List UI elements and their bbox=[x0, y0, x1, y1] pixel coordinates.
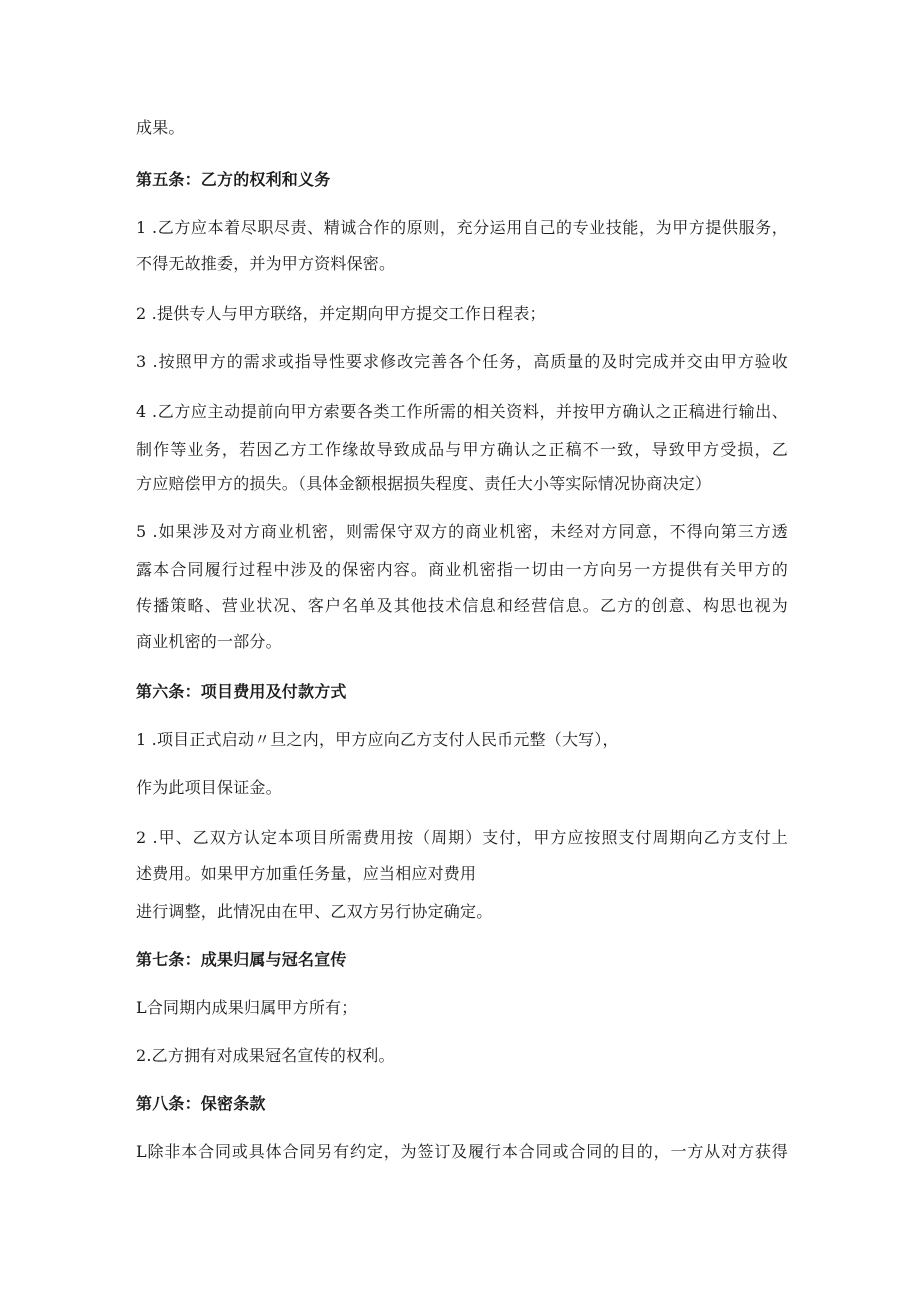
heading-article-8: 第八条：保密条款 bbox=[136, 1094, 266, 1113]
paragraph-5-5-line-1: 5 .如果涉及对方商业机密，则需保守双方的商业机密，未经对方同意，不得向第三方透 bbox=[136, 522, 788, 541]
paragraph-5-1-line-2: 不得无故推委，并为甲方资料保密。 bbox=[136, 254, 396, 273]
paragraph-5-1-line-1: 1 .乙方应本着尽职尽责、精诚合作的原则，充分运用自己的专业技能，为甲方提供服务， bbox=[136, 218, 788, 237]
paragraph-5-5-line-2: 露本合同履行过程中涉及的保密内容。商业机密指一切由一方向另一方提供有关甲方的 bbox=[136, 560, 788, 579]
paragraph-6-2-line-2: 述费用。如果甲方加重任务量，应当相应对费用 bbox=[136, 864, 477, 883]
paragraph-5-4-line-2: 制作等业务，若因乙方工作缘故导致成品与甲方确认之正稿不一致，导致甲方受损，乙 bbox=[136, 440, 788, 459]
paragraph-5-3: 3 .按照甲方的需求或指导性要求修改完善各个任务，高质量的及时完成并交由甲方验收 bbox=[136, 352, 788, 371]
text-line-continuation: 成果。 bbox=[136, 118, 185, 137]
paragraph-7-1: L合同期内成果归属甲方所有； bbox=[136, 998, 358, 1017]
paragraph-5-4-line-1: 4 .乙方应主动提前向甲方索要各类工作所需的相关资料，并按甲方确认之正稿进行输出、 bbox=[136, 402, 788, 421]
paragraph-6-1-line-1: 1 .项目正式启动〃旦之内，甲方应向乙方支付人民币元整（大写）， bbox=[136, 730, 619, 749]
heading-article-6: 第六条：项目费用及付款方式 bbox=[136, 682, 347, 701]
paragraph-5-5-line-4: 商业机密的一部分。 bbox=[136, 632, 282, 651]
heading-article-7: 第七条：成果归属与冠名宣传 bbox=[136, 950, 347, 969]
paragraph-5-5-line-3: 传播策略、营业状况、客户名单及其他技术信息和经营信息。乙方的创意、构思也视为 bbox=[136, 596, 788, 615]
paragraph-5-4-line-3: 方应赔偿甲方的损失。（具体金额根据损失程度、责任大小等实际情况协商决定） bbox=[136, 474, 712, 493]
paragraph-6-1-line-2: 作为此项目保证金。 bbox=[136, 778, 282, 797]
heading-article-5: 第五条：乙方的权利和义务 bbox=[136, 170, 331, 189]
paragraph-8-1-line-1: L除非本合同或具体合同另有约定，为签订及履行本合同或合同的目的，一方从对方获得 bbox=[136, 1142, 788, 1161]
paragraph-6-2-line-3: 进行调整，此情况由在甲、乙双方另行协定确定。 bbox=[136, 902, 493, 921]
paragraph-7-2: 2.乙方拥有对成果冠名宣传的权利。 bbox=[136, 1046, 395, 1065]
paragraph-6-2-line-1: 2 .甲、乙双方认定本项目所需费用按（周期）支付，甲方应按照支付周期向乙方支付上 bbox=[136, 828, 788, 847]
paragraph-5-2: 2 .提供专人与甲方联络，并定期向甲方提交工作日程表； bbox=[136, 304, 546, 323]
